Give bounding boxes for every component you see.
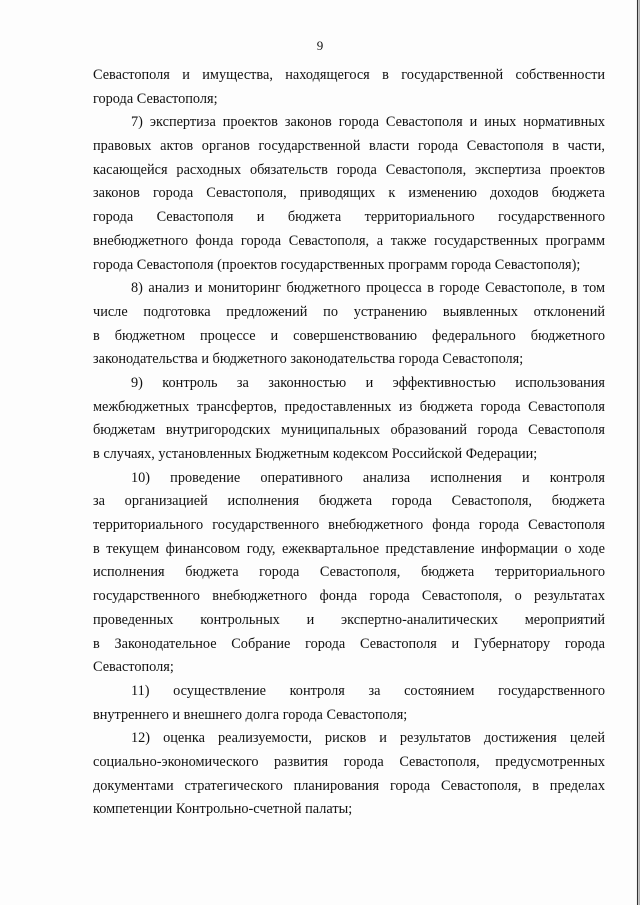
text-line: числе подготовка предложений по устранению выявленных отклонений [93, 303, 605, 320]
text-line: в случаях, установленных Бюджетным кодексом Российской Федерации; [93, 446, 538, 462]
text-line: 9) контроль за законностью и эффективностью использования [131, 374, 605, 391]
paragraph-item-11 [93, 680, 605, 727]
text-line: за организацией исполнения бюджета города Севастополя, бюджета [93, 493, 605, 510]
text-line: 7) экспертиза проектов законов города Севастополя и иных нормативных [131, 114, 605, 131]
text-line: внебюджетного фонда города Севастополя, а также государственных программ [93, 232, 605, 249]
text-line: в Законодательное Собрание города Севастополя и Губернатору города [93, 635, 605, 652]
paragraph-item-12 [93, 727, 605, 822]
paragraph-item-7 [93, 111, 605, 277]
text-line: компетенции Контрольно-счетной палаты; [93, 801, 353, 818]
text-line: 11) осуществление контроля за состоянием государственного [131, 682, 605, 699]
text-line: социально-экономического развития города Севастополя, предусмотренных [93, 753, 605, 770]
paragraph-item-10 [93, 467, 605, 680]
text-line: межбюджетных трансфертов, предоставленных из бюджета города Севастополя [93, 398, 605, 415]
paragraph-continuation [93, 64, 605, 111]
text-line: в бюджетном процессе и совершенствованию федерального бюджетного [93, 327, 605, 344]
text-line: Севастополя и имущества, находящегося в государственной собственности [93, 67, 605, 83]
document-body [93, 64, 605, 822]
text-line: 12) оценка реализуемости, рисков и результатов достижения целей [131, 730, 605, 747]
text-line: внутреннего и внешнего долга города Севастополя; [93, 706, 408, 723]
text-line: касающейся расходных обязательств города Севастополя, экспертиза проектов [93, 161, 605, 178]
text-line: бюджетам внутригородских муниципальных образований города Севастополя [93, 422, 605, 439]
text-line: документами стратегического планирования города Севастополя, в пределах [93, 777, 605, 794]
text-line: законов города Севастополя, приводящих к изменению доходов бюджета [93, 185, 605, 202]
text-line: Севастополя; [93, 659, 174, 676]
text-line: 10) проведение оперативного анализа исполнения и контроля [131, 469, 605, 486]
text-line: города Севастополя; [93, 90, 218, 107]
text-line: государственного внебюджетного фонда города Севастополя, о результатах [93, 588, 605, 605]
page-number: 9 [316, 38, 324, 53]
text-line: правовых актов органов государственной власти города Севастополя в части, [93, 138, 605, 155]
scan-edge-line [637, 0, 638, 905]
text-line: территориального государственного внебюджетного фонда города Севастополя [93, 517, 605, 534]
text-line: города Севастополя (проектов государственных программ города Севастополя); [93, 256, 581, 273]
paragraph-item-8 [93, 277, 605, 372]
text-line: исполнения бюджета города Севастополя, бюджета территориального [93, 564, 605, 581]
text-line: проведенных контрольных и экспертно-аналитических мероприятий [93, 611, 605, 628]
text-line: в текущем финансовом году, ежеквартальное представление информации о ходе [93, 540, 605, 557]
paragraph-item-9 [93, 372, 605, 467]
text-line: города Севастополя и бюджета территориального государственного [93, 209, 605, 226]
text-line: 8) анализ и мониторинг бюджетного процесса в городе Севастополе, в том [131, 280, 605, 297]
text-line: законодательства и бюджетного законодательства города Севастополя; [93, 351, 524, 368]
